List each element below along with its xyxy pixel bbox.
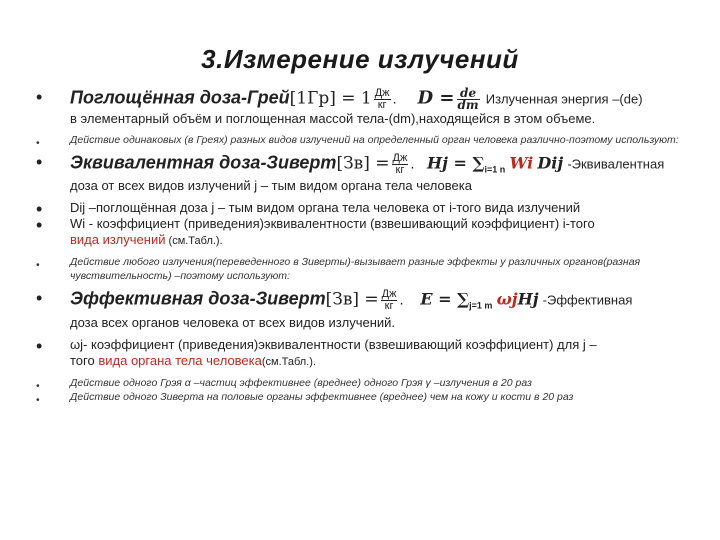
absorbed-line2: в элементарный объём и поглощенная массой тела-(dm),находящейся в этом объеме. <box>70 111 596 126</box>
equivalent-dot: . <box>410 155 415 173</box>
effective-formula-left: [Зв] = <box>325 289 379 310</box>
effective-line2: доза всех органов человека от всех видов излучений. <box>70 314 396 330</box>
equivalent-formula-left: [Зв] = <box>336 153 390 174</box>
wi-red-text: вида излучений <box>70 232 166 248</box>
equivalent-suffix: -Эквивалентная <box>567 156 665 172</box>
note-4: • Действие одного Зиверта на половые органы эффективнее (вреднее) чем на кожу и кости в 20 раз <box>36 390 686 404</box>
absorbed-unit-fraction <box>374 88 391 111</box>
d-term: Dij <box>537 153 564 173</box>
equivalent-line2: доза от всех видов излучений j – тым видом органа тела человека <box>70 178 472 194</box>
effective-dot: . <box>399 291 404 309</box>
d-formula-lhs: D = <box>417 87 455 109</box>
d-den: dm <box>457 98 479 112</box>
equivalent-unit-den: кг <box>395 164 405 176</box>
omega-term: ωj <box>496 289 518 309</box>
wj-item <box>36 337 686 370</box>
absorbed-unit-den: кг <box>377 99 387 111</box>
absorbed-dose-item <box>36 88 686 127</box>
absorbed-dot: . <box>392 90 397 108</box>
e-formula: E = ∑ <box>420 289 470 309</box>
equivalent-dose-label: Эквивалентная доза-Зиверт <box>70 152 337 173</box>
equivalent-dose-item <box>36 153 686 194</box>
energy-text: Излученная энергия –(de) <box>485 91 643 107</box>
wj-table-ref: (см.Табл.). <box>261 355 316 368</box>
h-term: Hj <box>517 289 539 309</box>
h-sum-limits: i=1 n <box>484 164 506 175</box>
effective-unit-num: Дж <box>381 288 397 301</box>
content-list <box>36 88 686 404</box>
effective-dose-label: Эффективная доза-Зиверт <box>70 288 326 309</box>
page-title: 3.Измерение излучений <box>201 44 519 74</box>
effective-dose-item <box>36 289 686 330</box>
effective-unit-den: кг <box>384 300 394 313</box>
d-fraction <box>457 88 480 111</box>
absorbed-formula-left: [1Гр] = 1 <box>289 88 372 109</box>
equivalent-unit-fraction <box>392 153 409 176</box>
note-2: • Действие любого излучения(переведенного в Зиверты)-вызывает разные эффекты у различных органов(разная чувствительность) –поэтому используют: <box>36 255 686 283</box>
h-formula: Hj = ∑ <box>427 153 485 173</box>
equivalent-unit-num: Дж <box>392 152 408 164</box>
absorbed-dose-label: Поглощённая доза-Грей <box>70 87 290 108</box>
wi-line-a: • Wi - коэффициент (приведения)эквивалентности (взвешивающий коэффициент) i-того <box>70 216 595 232</box>
w-term: Wi <box>509 153 534 173</box>
wi-item <box>36 216 686 249</box>
effective-suffix: -Эффективная <box>542 292 633 308</box>
effective-unit-fraction <box>381 289 398 312</box>
absorbed-unit-num: Дж <box>374 87 390 99</box>
d-num: de <box>457 88 480 100</box>
e-sum-limits: j=1 m <box>469 300 493 311</box>
wi-table-ref: (см.Табл.). <box>165 235 223 248</box>
note-1: • Действие одинаковых (в Греях) разных видов излучений на определенный орган человека различно-поэтому используют: <box>36 133 686 147</box>
wj-red-text: вида органа тела человека <box>98 352 262 368</box>
wj-line-a: • ωj- коэффициент (приведения)эквивалентности (взвешивающий коэффициент) для j – <box>70 336 597 352</box>
dij-item: • Dij –поглощённая доза j – тым видом органа тела человека от i-того вида излучений <box>36 200 686 216</box>
wj-prefix: того <box>70 352 99 368</box>
note-3: • Действие одного Грэя α –частиц эффективнее (вреднее) одного Грэя γ –излучения в 20 раз <box>36 376 686 390</box>
